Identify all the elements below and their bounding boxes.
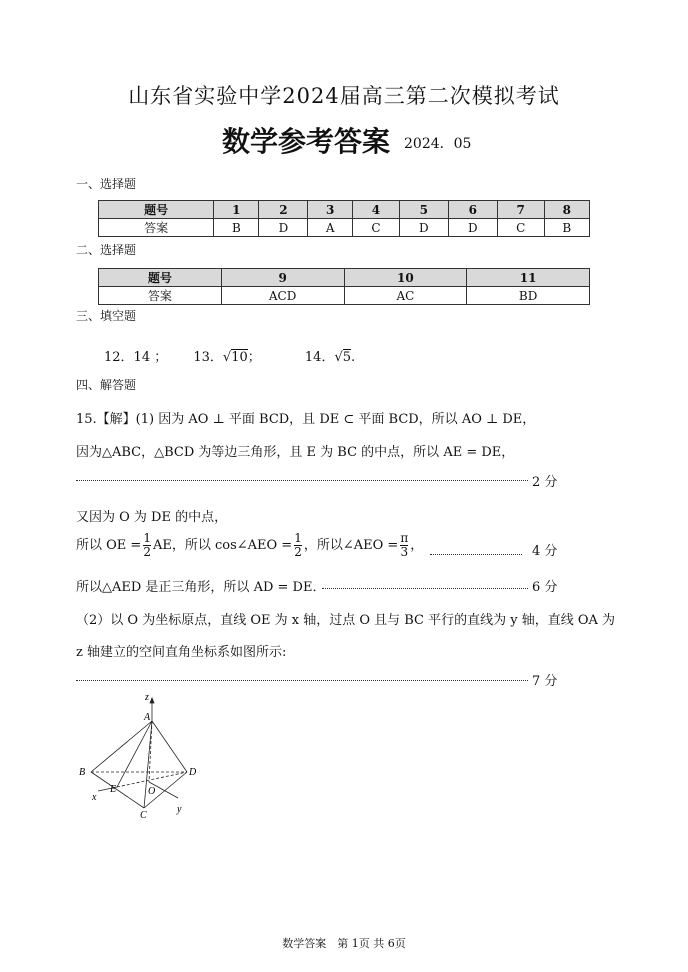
table-cell: 11 [467,269,590,287]
text: AE，所以 cos∠AEO = [152,538,293,553]
answer-table-1 [98,200,590,237]
section-3: 三、填空题 [76,309,137,323]
q13-value: 10 [231,350,248,365]
table-cell: 2 [259,201,308,219]
score-4: 4 分 [532,544,558,559]
table-cell: 8 [544,201,589,219]
fill-answers: 12．14 ； 13．√10； 14．√5. [104,350,356,365]
solution-line-7: z 轴建立的空间直角坐标系如图所示: [76,645,287,660]
table-cell: 答案 [99,219,214,237]
section-1: 一、选择题 [76,177,137,191]
exam-title: 山东省实验中学2024届高三第二次模拟考试 [128,84,560,108]
q14-value: 5 [342,350,352,365]
section-2: 二、选择题 [76,243,137,257]
table-cell: D [259,219,308,237]
table-cell: 题号 [99,201,214,219]
answer-table-2 [98,268,590,305]
solution-line-6: （2）以 O 为坐标原点，直线 OE 为 x 轴，过点 O 且与 BC 平行的直线为 y 轴，直线 OA 为 [76,613,616,628]
figure-label-z: z [145,692,149,703]
table-cell: 3 [308,201,353,219]
table-cell: AC [344,287,467,305]
figure-label-E: E [110,784,117,795]
page-footer: 数学答案 第 1页 共 6页 [282,937,406,950]
q13-sep: ； [247,350,261,365]
figure-label-O: O [148,786,156,797]
solution-line-5: 所以△AED 是正三角形，所以 AD = DE． [76,580,326,595]
figure-label-B: B [79,767,86,778]
table-cell: C [497,219,544,237]
den: 3 [400,545,409,559]
table-cell: B [544,219,589,237]
table-cell: 5 [399,201,448,219]
section-4: 四、解答题 [76,378,137,392]
table-cell: 10 [344,269,467,287]
q13-label: 13． [193,350,223,365]
table-cell: B [214,219,259,237]
score-2: 2 分 [532,475,558,490]
solution-line-4 [76,532,423,559]
answer-title: 数学参考答案 [222,125,391,158]
pyramid-figure [70,690,230,820]
den: 2 [294,545,302,559]
score-7: 7 分 [532,674,558,689]
table-cell: 题号 [99,269,222,287]
text: ，所以∠AEO = [303,538,399,553]
solution-line-2: 因为△ABC，△BCD 为等边三角形，且 E 为 BC 的中点，所以 AE = DE， [76,445,515,460]
text: ， [410,538,424,553]
text: 所以 OE = [76,538,142,553]
table-cell: 6 [448,201,497,219]
table-cell: 1 [214,201,259,219]
table-cell: BD [467,287,590,305]
table-cell: A [308,219,353,237]
table-cell: 4 [352,201,399,219]
solution-line-1: 15.【解】(1) 因为 AO ⊥ 平面 BCD，且 DE ⊂ 平面 BCD，所以 AO ⊥ DE， [76,412,536,427]
table-cell: C [352,219,399,237]
q12: 12．14 ； [104,350,168,365]
table-cell: 7 [497,201,544,219]
q14-label: 14． [304,350,335,365]
figure-label-D: D [189,767,197,778]
q14-sep: . [351,350,356,365]
table-cell: D [399,219,448,237]
num: 1 [143,531,151,545]
figure-label-x: x [92,792,97,803]
date: 2024．05 [404,136,472,152]
num: π [400,531,409,545]
num: 1 [294,531,302,545]
score-6: 6 分 [532,580,558,595]
den: 2 [143,545,151,559]
table-cell: 9 [221,269,344,287]
solution-line-3: 又因为 O 为 DE 的中点， [76,510,228,525]
table-cell: 答案 [99,287,222,305]
table-cell: D [448,219,497,237]
table-cell: ACD [221,287,344,305]
figure-label-y: y [177,804,182,815]
figure-label-C: C [140,810,147,820]
figure-label-A: A [144,712,151,723]
